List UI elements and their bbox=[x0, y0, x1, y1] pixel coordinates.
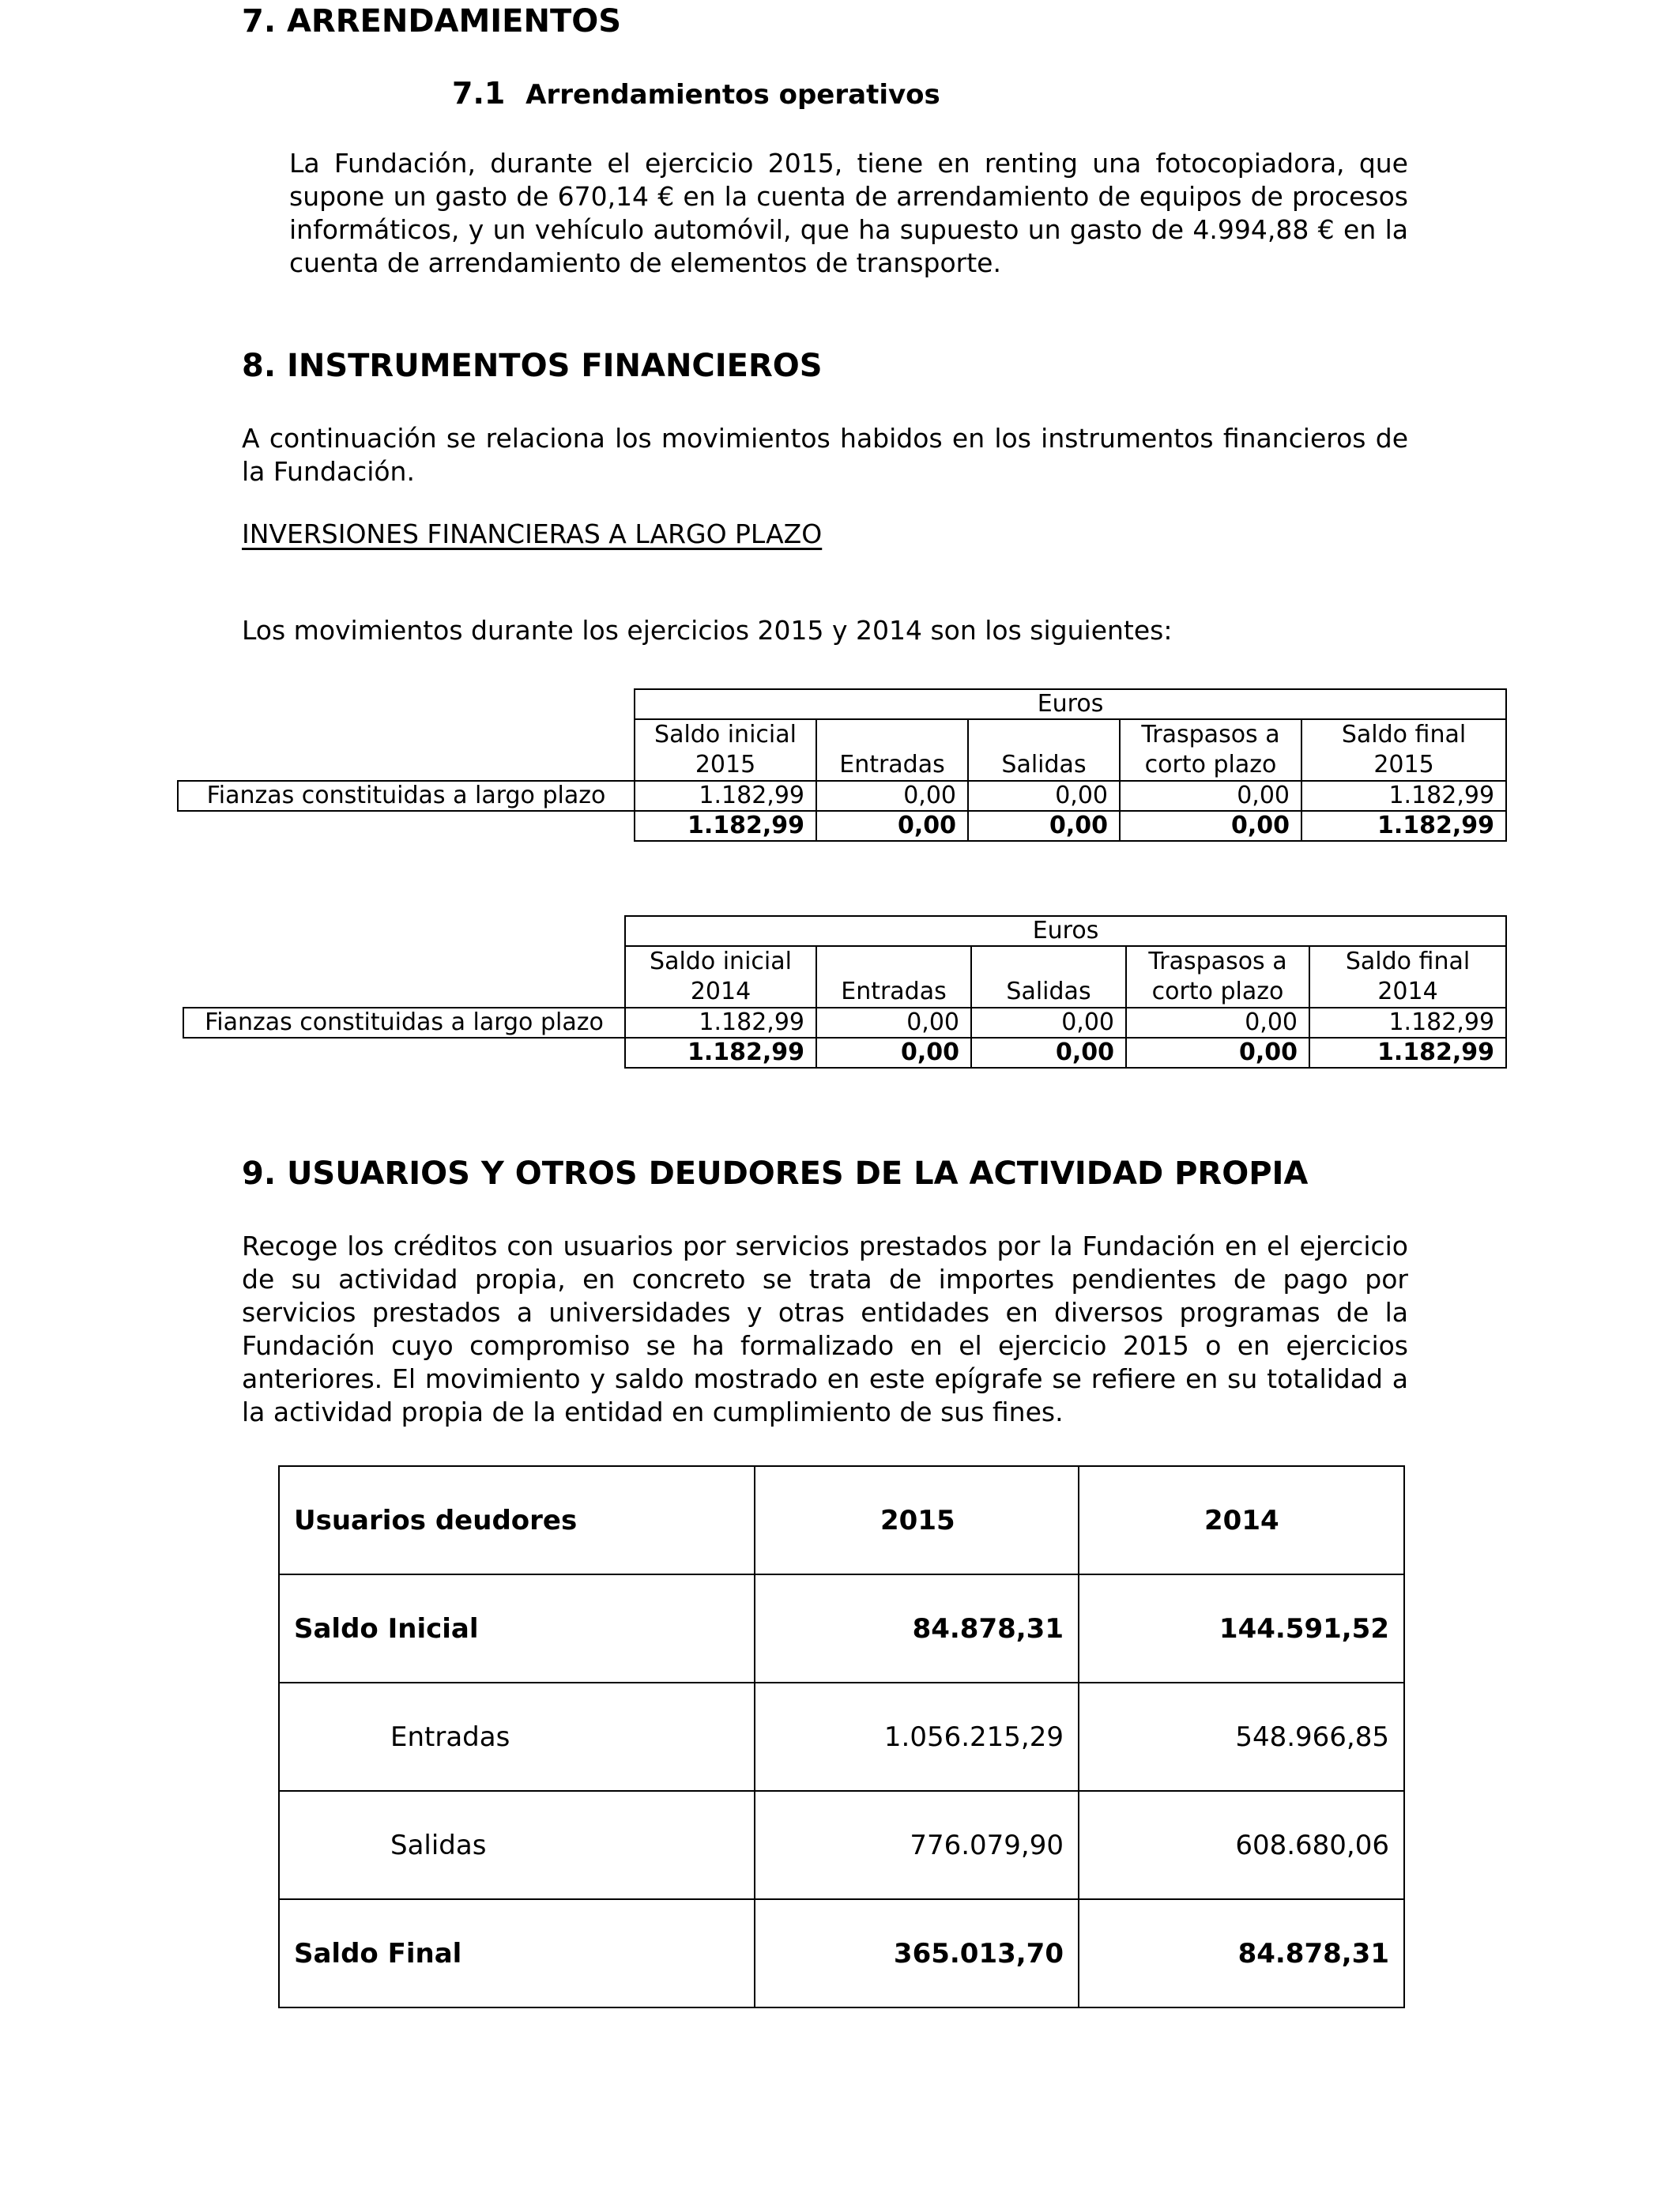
cell: 0,00 bbox=[816, 781, 968, 811]
row-label: Saldo Inicial bbox=[279, 1574, 755, 1683]
section-9-heading: 9. USUARIOS Y OTROS DEUDORES DE LA ACTIVIDAD PROPIA bbox=[242, 1155, 1309, 1192]
table-row bbox=[279, 1791, 1404, 1899]
row-label: Fianzas constituidas a largo plazo bbox=[178, 781, 635, 811]
total-cell: 0,00 bbox=[1126, 1038, 1309, 1068]
row-label: Salidas bbox=[279, 1791, 755, 1899]
col-salidas: Salidas bbox=[971, 946, 1126, 1008]
header-label: Usuarios deudores bbox=[279, 1466, 755, 1574]
total-cell: 1.182,99 bbox=[1301, 811, 1506, 841]
cell-2015: 84.878,31 bbox=[755, 1574, 1079, 1683]
cell-2014: 608.680,06 bbox=[1079, 1791, 1404, 1899]
euros-header: Euros bbox=[635, 689, 1506, 719]
cell: 1.182,99 bbox=[625, 1008, 816, 1038]
cell: 0,00 bbox=[968, 781, 1120, 811]
cell: 0,00 bbox=[971, 1008, 1126, 1038]
col-saldo-inicial: Saldo inicial 2015 bbox=[635, 719, 816, 781]
cell-2015: 365.013,70 bbox=[755, 1899, 1079, 2007]
total-cell: 1.182,99 bbox=[1309, 1038, 1506, 1068]
total-row bbox=[178, 811, 1506, 841]
cell: 1.182,99 bbox=[635, 781, 816, 811]
cell: 0,00 bbox=[1120, 781, 1301, 811]
total-cell: 0,00 bbox=[971, 1038, 1126, 1068]
table-row bbox=[279, 1899, 1404, 2007]
section-7-heading: 7. ARRENDAMIENTOS bbox=[242, 3, 622, 40]
total-cell: 0,00 bbox=[816, 811, 968, 841]
section-7-1-title: Arrendamientos operativos bbox=[525, 79, 940, 111]
cell-2015: 776.079,90 bbox=[755, 1791, 1079, 1899]
section-8-intro: A continuación se relaciona los movimientos habidos en los instrumentos financieros de la Fundación. bbox=[242, 423, 1408, 487]
table-row bbox=[183, 1008, 1506, 1038]
total-row bbox=[183, 1038, 1506, 1068]
table-row bbox=[279, 1574, 1404, 1683]
header-2014: 2014 bbox=[1079, 1466, 1404, 1574]
col-saldo-final: Saldo final 2014 bbox=[1309, 946, 1506, 1008]
total-cell: 1.182,99 bbox=[625, 1038, 816, 1068]
section-8-subheading: INVERSIONES FINANCIERAS A LARGO PLAZO bbox=[242, 518, 823, 549]
cell-2015: 1.056.215,29 bbox=[755, 1683, 1079, 1791]
table-row bbox=[279, 1683, 1404, 1791]
total-cell: 0,00 bbox=[1120, 811, 1301, 841]
movements-intro: Los movimientos durante los ejercicios 2015 y 2014 son los siguientes: bbox=[242, 615, 1173, 646]
col-traspasos: Traspasos a corto plazo bbox=[1120, 719, 1301, 781]
cell: 1.182,99 bbox=[1301, 781, 1506, 811]
row-label: Fianzas constituidas a largo plazo bbox=[183, 1008, 625, 1038]
col-entradas: Entradas bbox=[816, 946, 971, 1008]
total-cell: 0,00 bbox=[816, 1038, 971, 1068]
euros-header: Euros bbox=[625, 916, 1506, 946]
section-7-1-heading bbox=[452, 76, 940, 111]
movements-table-2014 bbox=[183, 915, 1507, 1069]
movements-table-2015 bbox=[177, 688, 1507, 842]
row-label: Entradas bbox=[279, 1683, 755, 1791]
col-traspasos: Traspasos a corto plazo bbox=[1126, 946, 1309, 1008]
cell-2014: 84.878,31 bbox=[1079, 1899, 1404, 2007]
usuarios-deudores-table bbox=[278, 1465, 1405, 2008]
cell: 0,00 bbox=[1126, 1008, 1309, 1038]
total-cell: 1.182,99 bbox=[635, 811, 816, 841]
table-row bbox=[178, 781, 1506, 811]
row-label: Saldo Final bbox=[279, 1899, 755, 2007]
total-cell: 0,00 bbox=[968, 811, 1120, 841]
section-7-paragraph: La Fundación, durante el ejercicio 2015, tiene en renting una fotocopiadora, que supone un gasto de 670,14 € en la cuenta de arrendamiento de equipos de procesos informáticos, y un vehículo automóvil, que ha supuesto un gasto de 4.994,88 € en la cuenta de arrendamiento de elementos de transporte. bbox=[289, 148, 1408, 278]
col-saldo-final: Saldo final 2015 bbox=[1301, 719, 1506, 781]
cell-2014: 144.591,52 bbox=[1079, 1574, 1404, 1683]
section-7-1-number: 7.1 bbox=[452, 76, 506, 111]
cell-2014: 548.966,85 bbox=[1079, 1683, 1404, 1791]
col-salidas: Salidas bbox=[968, 719, 1120, 781]
section-9-paragraph: Recoge los créditos con usuarios por servicios prestados por la Fundación en el ejercicio de su actividad propia, en concreto se trata de importes pendientes de pago por servicios prestados a universidades y otras entidades en diversos programas de la Fundación cuyo compromiso se ha formalizado en el ejercicio 2015 o en ejercicios anteriores. El movimiento y saldo mostrado en este epígrafe se refiere en su totalidad a la actividad propia de la entidad en cumplimiento de sus fines. bbox=[242, 1231, 1408, 1427]
cell: 1.182,99 bbox=[1309, 1008, 1506, 1038]
col-entradas: Entradas bbox=[816, 719, 968, 781]
cell: 0,00 bbox=[816, 1008, 971, 1038]
section-8-heading: 8. INSTRUMENTOS FINANCIEROS bbox=[242, 348, 823, 384]
col-saldo-inicial: Saldo inicial 2014 bbox=[625, 946, 816, 1008]
table-header-row bbox=[279, 1466, 1404, 1574]
header-2015: 2015 bbox=[755, 1466, 1079, 1574]
